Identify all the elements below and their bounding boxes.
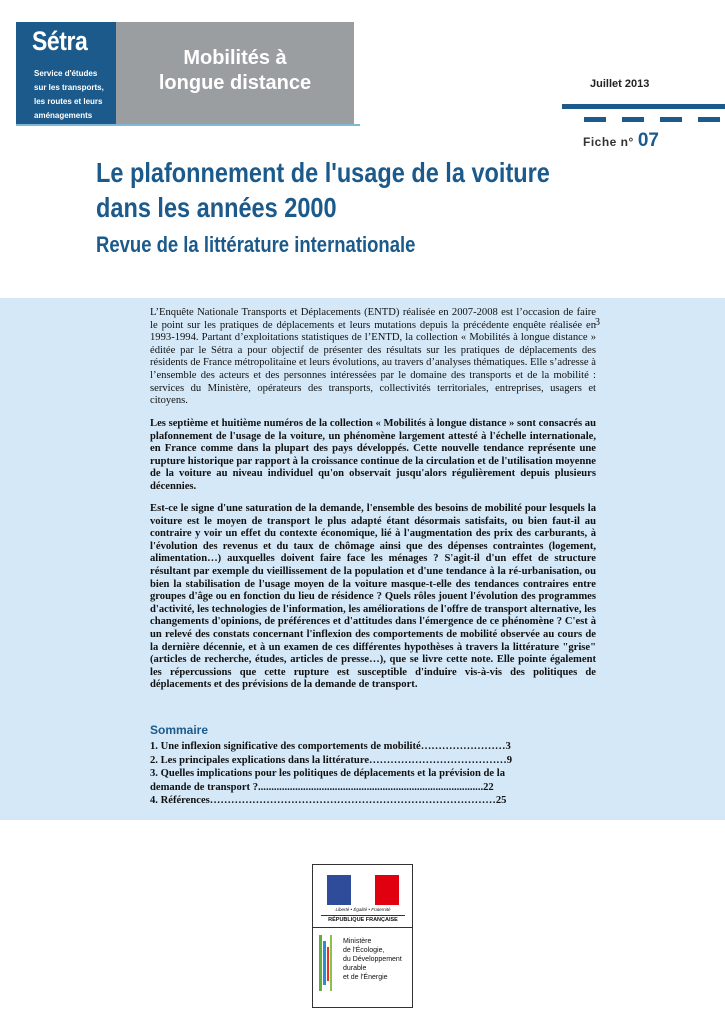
lead-paragraph: Les septième et huitième numéros de la collection « Mobilités à longue distance » sont consacrés au plafonnement de l'usage de la voiture, un phénomène largement attesté à l'échelle internationale, en France comme dans la plupart des pays développés. Cette nouvelle tendance représente une rupture historique par rapport à la croissance continue de la circulation et de l'utilisation moyenne de la voiture au niveau individuel qu'on observait jusqu'alors régulièrement depuis plusieurs décennies.: [150, 418, 596, 492]
brand-name: Sétra: [32, 26, 88, 56]
publication-date: Juillet 2013: [590, 78, 650, 90]
title-line2: dans les années 2000: [96, 192, 337, 223]
page-subtitle: Revue de la littérature internationale: [96, 232, 416, 257]
ministry-name: [343, 937, 409, 982]
ministry-stripes-icon: [319, 935, 333, 991]
ministry-line: et de l'Énergie: [343, 974, 388, 981]
margin-number: 3: [595, 317, 600, 328]
fiche-label: Fiche n°: [583, 135, 634, 149]
ministry-line: de l'Écologie,: [343, 947, 385, 954]
ministry-line: du Développement: [343, 956, 402, 963]
title-line1: Le plafonnement de l'usage de la voiture: [96, 157, 550, 188]
dash-decoration: [698, 117, 720, 122]
series-title-line2: longue distance: [158, 72, 312, 94]
toc-item[interactable]: 2. Les principales explications dans la littérature…………………………………9: [150, 754, 513, 766]
brand-subtitle-line: sur les transports,: [34, 83, 104, 92]
series-divider: [16, 124, 360, 126]
brand-subtitle-line: aménagements: [34, 111, 93, 120]
dash-decoration: [660, 117, 682, 122]
toc-item[interactable]: 4. Références………………………………………………………………………25: [150, 795, 507, 806]
setra-logo-block: [16, 22, 116, 126]
ministry-line: durable: [343, 965, 367, 972]
brand-subtitle-line: Service d'études: [34, 69, 98, 78]
ministry-line: Ministère: [343, 938, 372, 945]
brand-subtitle: [34, 67, 114, 123]
republic-name: RÉPUBLIQUE FRANÇAISE: [321, 915, 405, 923]
fiche-number-label: [583, 130, 659, 152]
toc-item[interactable]: 3. Quelles implications pour les politiques de déplacements et la prévision de la: [150, 768, 505, 779]
marianne-flag-icon: [327, 875, 399, 905]
fiche-number: 07: [637, 130, 659, 151]
dash-decoration: [584, 117, 606, 122]
series-title-line1: Mobilités à: [183, 47, 287, 69]
intro-paragraph: L’Enquête Nationale Transports et Déplacements (ENTD) réalisée en 2007-2008 est l’occasion de faire le point sur les pratiques de déplacements et leurs mutations depuis la précédente enquête réalisée en 1993-1994. Partant d’exploitations statistiques de l’ENTD, la collection « Mobilités à longue distance » éditée par le Sétra a pour objectif de présenter des résultats sur les pratiques de déplacements des résidents de France métropolitaine et leurs évolutions, au travers d’analyses thématiques. Elle s’adresse à l’ensemble des acteurs et des personnes intéressées par le domaine des transports et de la mobilité : services du Ministère, opérateurs des transports, collectivités territoriales, entreprises, usagers et citoyens.: [150, 307, 596, 407]
flag-white-band: [351, 875, 375, 905]
dash-decoration: [562, 104, 725, 109]
ministry-logo: [312, 864, 413, 1008]
dash-decoration: [622, 117, 644, 122]
toc-item[interactable]: 1. Une inflexion significative des comportements de mobilité……………………3: [150, 741, 511, 752]
flag-blue-band: [327, 875, 351, 905]
flag-red-band: [375, 875, 399, 905]
republic-motto: Liberté • Égalité • Fraternité: [335, 907, 391, 912]
brand-subtitle-line: les routes et leurs: [34, 97, 103, 106]
series-title: [130, 46, 340, 96]
toc-item[interactable]: demande de transport ?.....................................................................................22: [150, 781, 494, 793]
questions-paragraph: Est-ce le signe d'une saturation de la demande, l'ensemble des besoins de mobilité pour lesquels la voiture est le moyen de transport le plus adapté étant désormais satisfaits, ou bien faut-il au contraire y voir un effet du contexte économique, lié à l'augmentation des prix des carburants, à l'évolution des revenus et du taux de chômage ainsi que des dépenses contraintes (logement, alimentation…) auxquelles doivent faire face les ménages ? S'agit-il d'un effet de structure résultant par exemple du vieillissement de la population et d'une tendance à la ré-urbanisation, ou bien la stabilisation de l'usage moyen de la voiture masque-t-elle des tendances contraires entre groupes d'âge ou en fonction du lieu de résidence ? Quels rôles jouent l'évolution des programmes d'activité, les technologies de l'information, les améliorations de l'offre de transport alternative, les changements d'opinions, de préférences et d'attitudes dans l'émergence de ce phénomène ? C'est à un relevé des constats concernant l'inflexion des comportements de mobilité observée au cours de la dernière décennie, et à un examen de ces différentes hypothèses à travers la littérature "grise" (articles de recherche, études, articles de presse…), que se livre cette note. Elle pointe également les répercussions que cette rupture est susceptible d'induire vis-à-vis des politiques de déplacements et des prévisions de la demande de transport.: [150, 503, 596, 691]
logo-divider: [313, 927, 412, 928]
table-of-contents: [150, 740, 584, 808]
sommaire-heading: Sommaire: [150, 723, 209, 737]
page-title: [96, 155, 600, 225]
